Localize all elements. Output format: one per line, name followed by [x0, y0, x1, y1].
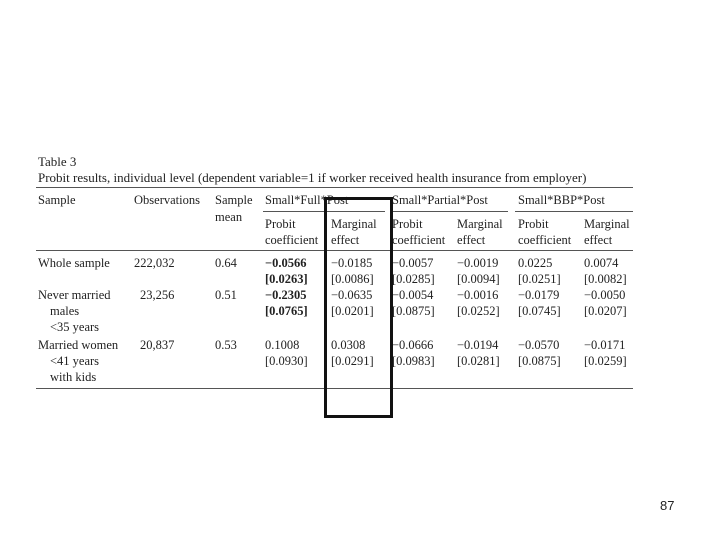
cell-value: −0.0570 — [518, 338, 560, 352]
cell-value: 0.0308 — [331, 338, 366, 352]
cell-value: −0.0666 — [392, 338, 434, 352]
row-sample-label: males — [50, 304, 80, 318]
cell-se: [0.0259] — [584, 354, 627, 368]
row-mean: 0.64 — [215, 256, 237, 270]
row-mean: 0.53 — [215, 338, 237, 352]
highlight-box — [324, 197, 393, 418]
cell-value: −0.0566 — [265, 256, 307, 270]
subheader-marginal: effect — [331, 233, 360, 247]
cell-value: −0.0179 — [518, 288, 560, 302]
subheader-probit: coefficient — [392, 233, 446, 247]
subheader-probit: Probit — [392, 217, 423, 231]
cell-value: −0.0185 — [331, 256, 373, 270]
cell-value: −0.0171 — [584, 338, 626, 352]
subheader-probit: Probit — [265, 217, 296, 231]
subheader-marginal: Marginal — [457, 217, 503, 231]
header-sample-mean-1: Sample — [215, 193, 253, 207]
cell-se: [0.0086] — [331, 272, 374, 286]
cell-value: 0.1008 — [265, 338, 300, 352]
cell-value: −0.0016 — [457, 288, 499, 302]
row-sample-label: <35 years — [50, 320, 100, 334]
cell-se: [0.0094] — [457, 272, 500, 286]
row-observations: 20,837 — [140, 338, 175, 352]
cell-value: −0.0050 — [584, 288, 626, 302]
table-number: Table 3 — [38, 154, 77, 169]
cell-se: [0.0930] — [265, 354, 308, 368]
cell-se: [0.0082] — [584, 272, 627, 286]
cell-se: [0.0281] — [457, 354, 500, 368]
row-sample-label: Whole sample — [38, 256, 110, 270]
header-observations: Observations — [134, 193, 200, 207]
cell-value: 0.0074 — [584, 256, 619, 270]
row-sample-label: Married women — [38, 338, 119, 352]
subheader-probit: Probit — [518, 217, 549, 231]
row-sample-label: <41 years — [50, 354, 100, 368]
group-header-partial: Small*Partial*Post — [392, 193, 488, 207]
cell-value: −0.0057 — [392, 256, 434, 270]
cell-value: −0.0194 — [457, 338, 499, 352]
cell-se: [0.0263] — [265, 272, 308, 286]
cell-se: [0.0285] — [392, 272, 435, 286]
cell-se: [0.0291] — [331, 354, 374, 368]
cell-se: [0.0207] — [584, 304, 627, 318]
cell-se: [0.0983] — [392, 354, 435, 368]
cell-se: [0.0875] — [392, 304, 435, 318]
header-sample-mean-2: mean — [215, 210, 243, 224]
subheader-probit: coefficient — [265, 233, 319, 247]
cell-value: 0.0225 — [518, 256, 553, 270]
top-rule — [36, 187, 633, 188]
cell-value: −0.2305 — [265, 288, 307, 302]
subheader-marginal: Marginal — [584, 217, 630, 231]
row-mean: 0.51 — [215, 288, 237, 302]
row-sample-label: Never married — [38, 288, 111, 302]
cell-se: [0.0251] — [518, 272, 561, 286]
cell-value: −0.0054 — [392, 288, 434, 302]
group-header-bbp: Small*BBP*Post — [518, 193, 605, 207]
group-rule-partial — [391, 211, 508, 212]
cell-se: [0.0745] — [518, 304, 561, 318]
cell-se: [0.0875] — [518, 354, 561, 368]
subheader-marginal: effect — [457, 233, 486, 247]
cell-se: [0.0201] — [331, 304, 374, 318]
row-observations: 23,256 — [140, 288, 175, 302]
table-caption: Probit results, individual level (dependent variable=1 if worker received health insurance from employer) — [38, 170, 587, 185]
page-number: 87 — [660, 498, 675, 513]
subheader-marginal: effect — [584, 233, 613, 247]
subheader-marginal: Marginal — [331, 217, 377, 231]
cell-value: −0.0635 — [331, 288, 373, 302]
cell-se: [0.0252] — [457, 304, 500, 318]
row-observations: 222,032 — [134, 256, 175, 270]
header-sample: Sample — [38, 193, 76, 207]
cell-value: −0.0019 — [457, 256, 499, 270]
row-sample-label: with kids — [50, 370, 97, 384]
group-header-full: Small*Full*Post — [265, 193, 349, 207]
subheader-probit: coefficient — [518, 233, 572, 247]
group-rule-bbp — [515, 211, 633, 212]
cell-se: [0.0765] — [265, 304, 308, 318]
